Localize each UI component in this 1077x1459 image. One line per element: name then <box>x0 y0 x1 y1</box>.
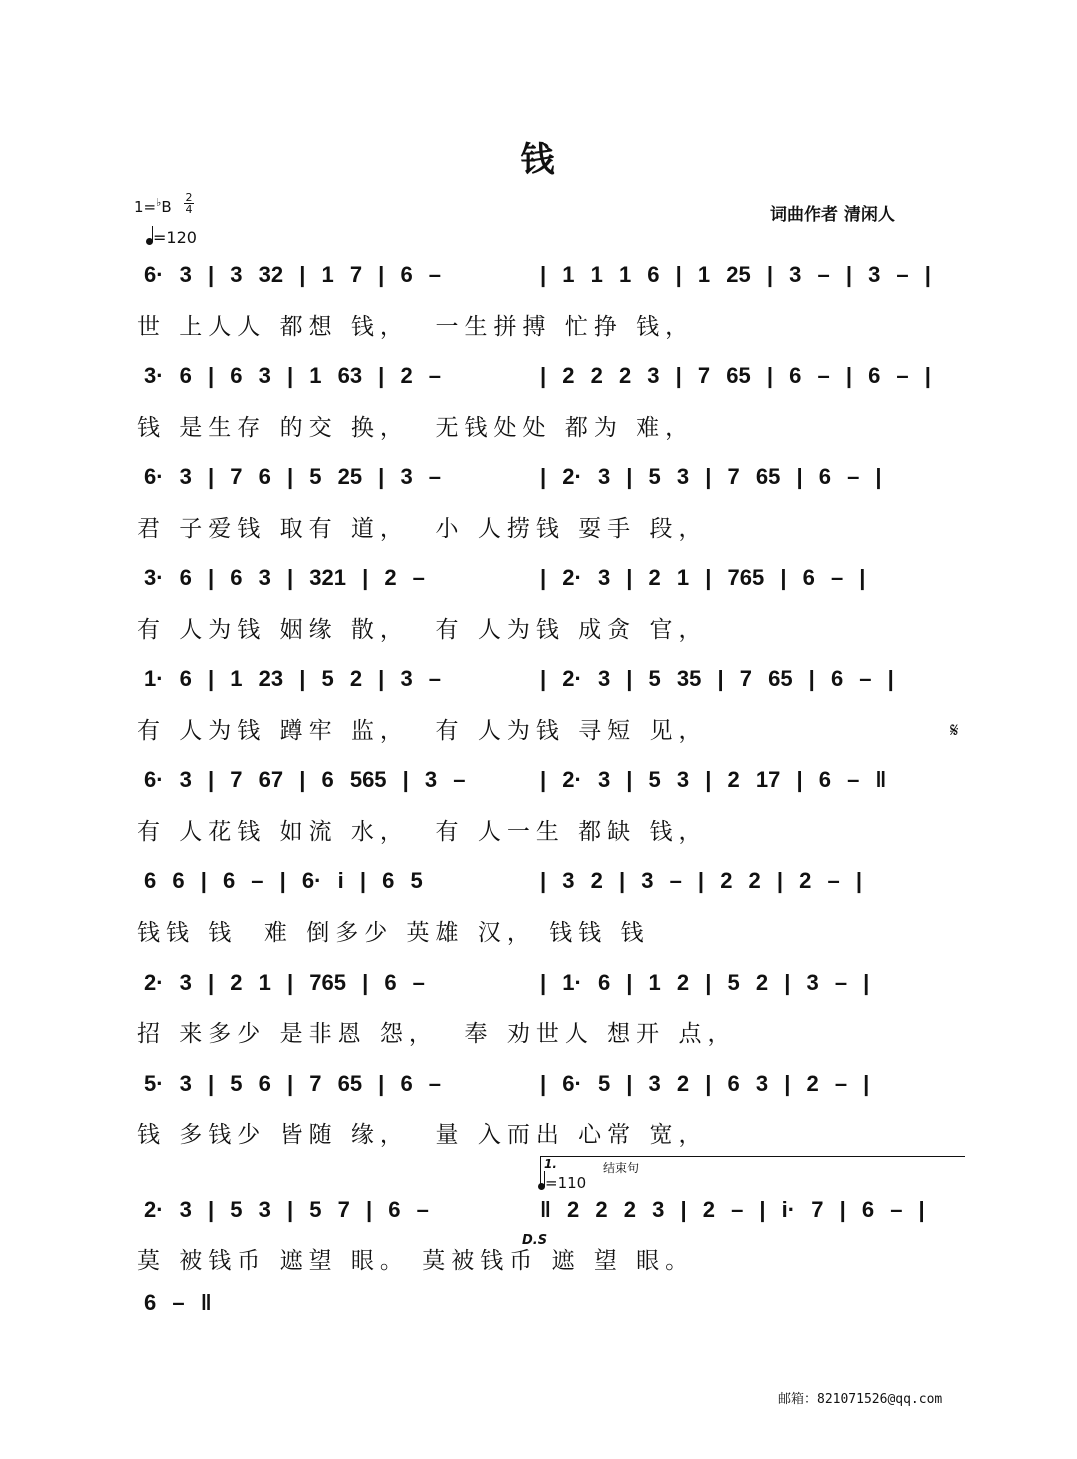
lyric-line: 世 上人人 都想 钱， 一生拼搏 忙挣 钱， <box>137 314 695 340</box>
notation-segment: 6· 3 | 7 67 | 6 565 | 3 – <box>144 767 466 792</box>
lyric-line: 招 来多少 是非恩 怨， 奉 劝世人 想开 点， <box>137 1021 737 1047</box>
email: 邮箱：821071526@qq.com <box>778 1392 943 1407</box>
notation-segment: | 2· 3 | 5 3 | 7 65 | 6 – | <box>540 464 882 489</box>
notation-segment: 3· 6 | 6 3 | 321 | 2 – <box>144 565 425 590</box>
notation-line <box>140 666 970 706</box>
notation-line <box>140 868 970 908</box>
notation-segment: 6 6 | 6 – | 6· i | 6 5 <box>144 868 423 893</box>
segno-sign: 𝄋 <box>950 718 959 742</box>
notation-line <box>140 1197 970 1237</box>
key-signature: 1=♭B <box>134 196 172 216</box>
notation-segment: ‖ 2 2 2 3 | 2 – | i· 7 | 6 – | <box>540 1197 925 1222</box>
notation-segment: 2· 3 | 5 3 | 5 7 | 6 – <box>144 1197 429 1222</box>
dal-segno: D.S <box>522 1233 548 1248</box>
time-signature: 2 4 <box>185 191 193 216</box>
notation-line <box>140 363 970 403</box>
notation-segment: | 6· 5 | 3 2 | 6 3 | 2 – | <box>540 1071 870 1096</box>
notation-line <box>140 1071 970 1111</box>
notation-segment: 2· 3 | 2 1 | 765 | 6 – <box>144 970 425 995</box>
lyric-line: 钱 多钱少 皆随 缘， 量 入而出 心常 宽， <box>137 1122 708 1148</box>
volta-bracket <box>540 1156 965 1187</box>
lyric-line: 钱 是生存 的交 换， 无钱处处 都为 难， <box>137 415 695 441</box>
notation-line <box>140 970 970 1010</box>
notation-segment: | 2· 3 | 5 35 | 7 65 | 6 – | <box>540 666 894 691</box>
tempo-marking-2: =110 <box>538 1174 586 1192</box>
lyric-line: 君 子爱钱 取有 道， 小 人捞钱 耍手 段， <box>137 516 708 542</box>
lyric-line: 有 人为钱 蹲牢 监， 有 人为钱 寻短 见， <box>137 718 708 744</box>
notation-line <box>140 767 970 807</box>
notation-segment: | 2· 3 | 2 1 | 765 | 6 – | <box>540 565 866 590</box>
notation-line <box>140 565 970 605</box>
notation-segment: | 3 2 | 3 – | 2 2 | 2 – | <box>540 868 863 893</box>
notation-line <box>140 1290 970 1330</box>
notation-segment: 5· 3 | 5 6 | 7 65 | 6 – <box>144 1071 442 1096</box>
tempo-marking: =120 <box>146 228 197 247</box>
lyric-line: 莫 被钱币 遮望 眼。 莫被钱币 遮 望 眼。 <box>137 1248 695 1274</box>
quarter-note-icon <box>146 238 153 245</box>
notation-segment: 1· 6 | 1 23 | 5 2 | 3 – <box>144 666 442 691</box>
notation-segment: 6· 3 | 7 6 | 5 25 | 3 – <box>144 464 442 489</box>
notation-segment: 6· 3 | 3 32 | 1 7 | 6 – <box>144 262 442 287</box>
volta-text: 结束句 <box>603 1161 640 1175</box>
author: 词曲作者 清闲人 <box>770 205 895 225</box>
notation-segment: | 1· 6 | 1 2 | 5 2 | 3 – | <box>540 970 870 995</box>
lyric-line: 钱钱 钱 难 倒多少 英雄 汉， 钱钱 钱 <box>137 920 650 946</box>
lyric-line: 有 人为钱 姻缘 散， 有 人为钱 成贪 官， <box>137 617 708 643</box>
notation-line <box>140 464 970 504</box>
notation-segment: | 2· 3 | 5 3 | 2 17 | 6 – ‖ <box>540 767 887 792</box>
notation-segment: | 1 1 1 6 | 1 25 | 3 – | 3 – | <box>540 262 931 287</box>
notation-line <box>140 262 970 302</box>
lyric-line: 有 人花钱 如流 水， 有 人一生 都缺 钱， <box>137 819 708 845</box>
volta-number: 1. <box>544 1157 557 1171</box>
quarter-note-icon <box>538 1183 545 1190</box>
page-title: 钱 <box>520 140 557 180</box>
notation-segment: 3· 6 | 6 3 | 1 63 | 2 – <box>144 363 442 388</box>
notation-segment: 6 – ‖ <box>144 1290 212 1315</box>
notation-segment: | 2 2 2 3 | 7 65 | 6 – | 6 – | <box>540 363 931 388</box>
